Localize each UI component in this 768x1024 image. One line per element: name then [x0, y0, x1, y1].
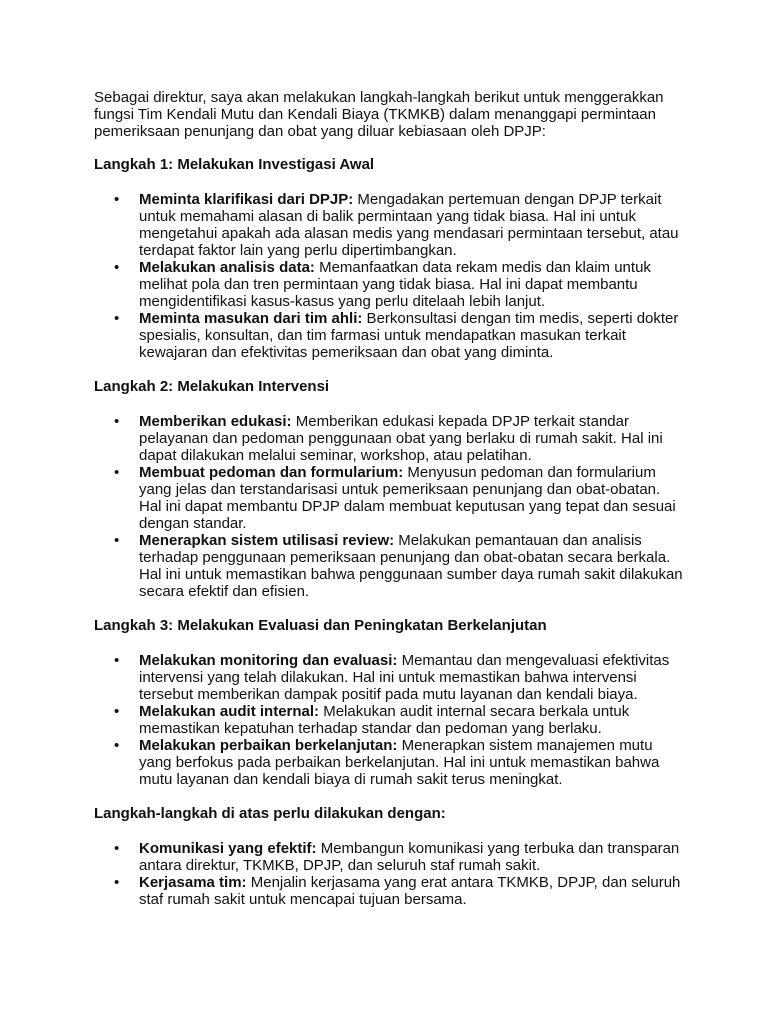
- section-heading: Langkah 2: Melakukan Intervensi: [94, 378, 330, 395]
- list-item: [94, 464, 684, 532]
- intro-paragraph: Sebagai direktur, saya akan melakukan langkah-langkah berikut untuk menggerakkan fungsi Tim Kendali Mutu dan Kendali Biaya (TKMKB) dalam menanggapi permintaan pemeriksaan penunjang dan obat yang diluar kebiasaan oleh DPJP:: [94, 89, 664, 140]
- section-heading: Langkah 3: Melakukan Evaluasi dan Peningkatan Berkelanjutan: [94, 617, 547, 634]
- list-item: [94, 259, 684, 310]
- list-item: [94, 191, 684, 259]
- item-label: Membuat pedoman dan formularium:: [139, 464, 404, 481]
- bullet-list: [94, 840, 684, 908]
- item-text: Mengadakan pertemuan dengan DPJP terkait untuk memahami alasan di balik permintaan yang tidak biasa. Hal ini untuk mengetahui apakah ada alasan medis yang mendasari permintaan tersebut, atau terdapat faktor lain yang perlu dipertimbangkan.: [139, 191, 679, 259]
- item-label: Meminta masukan dari tim ahli:: [139, 310, 363, 327]
- bullet-list: [94, 413, 684, 600]
- item-text: Memanfaatkan data rekam medis dan klaim untuk melihat pola dan tren permintaan yang tidak biasa. Hal ini dapat membantu mengidentifikasi kasus-kasus yang perlu ditelaah lebih lanjut.: [139, 259, 651, 310]
- list-item: [94, 413, 684, 464]
- list-item: [94, 703, 684, 737]
- list-item: [94, 840, 684, 874]
- item-text: Membangun komunikasi yang terbuka dan transparan antara direktur, TKMKB, DPJP, dan seluruh staf rumah sakit.: [139, 840, 680, 874]
- section-heading: Langkah-langkah di atas perlu dilakukan dengan:: [94, 805, 446, 822]
- item-text: Berkonsultasi dengan tim medis, seperti dokter spesialis, konsultan, dan tim farmasi untuk mendapatkan masukan terkait kewajaran dan efektivitas pemeriksaan dan obat yang diminta.: [139, 310, 679, 361]
- item-text: Melakukan pemantauan dan analisis terhadap penggunaan pemeriksaan penunjang dan obat-obatan secara berkala. Hal ini untuk memastikan bahwa penggunaan sumber daya rumah sakit dilakukan secara efektif dan efisien.: [139, 532, 683, 600]
- item-text: Melakukan audit internal secara berkala untuk memastikan kepatuhan terhadap standar dan pedoman yang berlaku.: [139, 703, 630, 737]
- item-label: Melakukan monitoring dan evaluasi:: [139, 652, 398, 669]
- item-label: Melakukan analisis data:: [139, 259, 315, 276]
- item-text: Memantau dan mengevaluasi efektivitas intervensi yang telah dilakukan. Hal ini untuk memastikan bahwa intervensi tersebut memberikan dampak positif pada mutu layanan dan kendali biaya.: [139, 652, 670, 703]
- item-label: Melakukan audit internal:: [139, 703, 320, 720]
- list-item: [94, 737, 684, 788]
- item-label: Memberikan edukasi:: [139, 413, 292, 430]
- bullet-list: [94, 191, 684, 361]
- list-item: [94, 310, 684, 361]
- item-text: Menerapkan sistem manajemen mutu yang berfokus pada perbaikan berkelanjutan. Hal ini untuk memastikan bahwa mutu layanan dan kendali biaya di rumah sakit terus meningkat.: [139, 737, 660, 788]
- item-label: Meminta klarifikasi dari DPJP:: [139, 191, 354, 208]
- item-label: Menerapkan sistem utilisasi review:: [139, 532, 395, 549]
- item-text: Menyusun pedoman dan formularium yang jelas dan terstandarisasi untuk pemeriksaan penunjang dan obat-obatan. Hal ini dapat membantu DPJP dalam membuat keputusan yang tepat dan sesuai dengan standar.: [139, 464, 676, 532]
- item-text: Menjalin kerjasama yang erat antara TKMKB, DPJP, dan seluruh staf rumah sakit untuk mencapai tujuan bersama.: [139, 874, 681, 908]
- item-text: Memberikan edukasi kepada DPJP terkait standar pelayanan dan pedoman penggunaan obat yang berlaku di rumah sakit. Hal ini dapat dilakukan melalui seminar, workshop, atau pelatihan.: [139, 413, 663, 464]
- document-content: [94, 89, 684, 925]
- item-label: Kerjasama tim:: [139, 874, 247, 891]
- list-item: [94, 874, 684, 908]
- item-label: Komunikasi yang efektif:: [139, 840, 317, 857]
- item-label: Melakukan perbaikan berkelanjutan:: [139, 737, 398, 754]
- list-item: [94, 532, 684, 600]
- section-heading: Langkah 1: Melakukan Investigasi Awal: [94, 156, 375, 173]
- list-item: [94, 652, 684, 703]
- bullet-list: [94, 652, 684, 788]
